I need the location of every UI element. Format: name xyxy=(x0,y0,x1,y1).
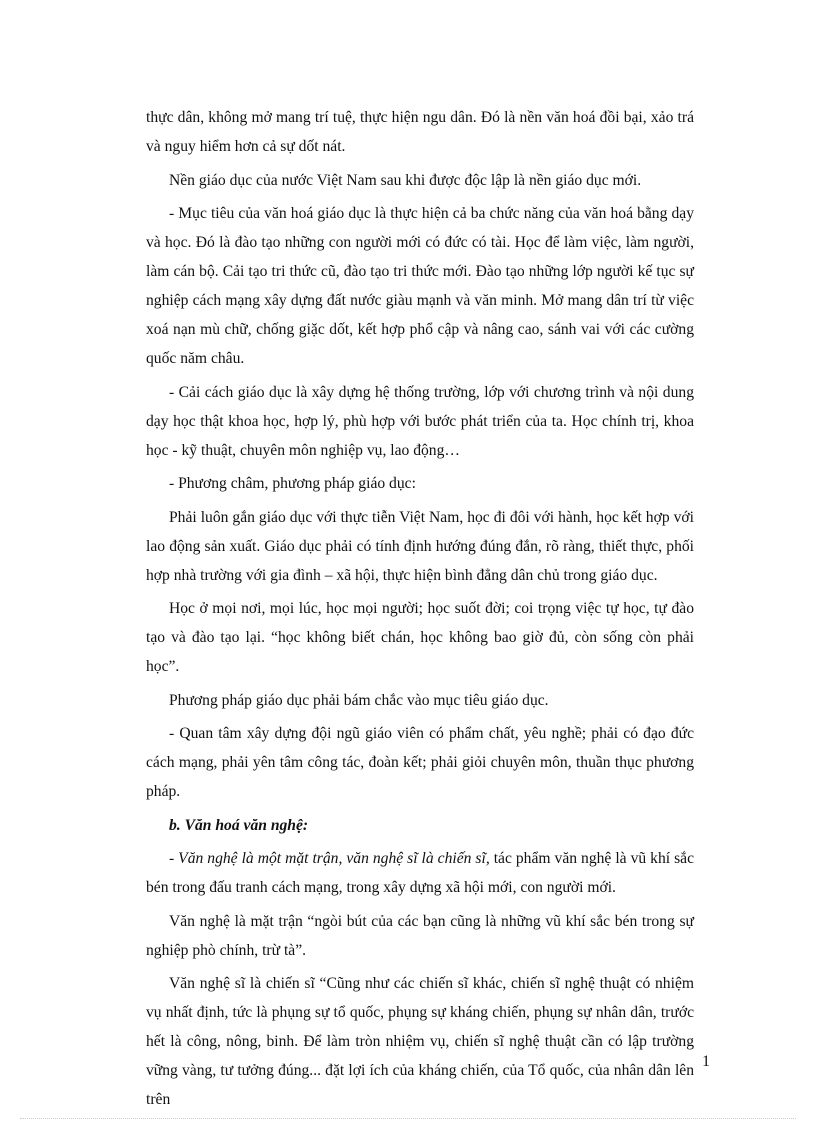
paragraph-continued: thực dân, không mở mang trí tuệ, thực hiện ngu dân. Đó là nền văn hoá đồi bại, xảo trá và nguy hiểm hơn cả sự dốt nát. xyxy=(146,109,694,155)
document-body xyxy=(146,103,694,1119)
paragraph: Văn nghệ sĩ là chiến sĩ “Cũng như các chiến sĩ khác, chiến sĩ nghệ thuật có nhiệm vụ nhất định, tức là phụng sự tổ quốc, phụng sự kháng chiến, phụng sự nhân dân, trước hết là công, nông, binh. Để làm tròn nhiệm vụ, chiến sĩ nghệ thuật cần có lập trường vững vàng, tư tưởng đúng... đặt lợi ích của kháng chiến, của Tổ quốc, của nhân dân lên trên xyxy=(146,975,694,1108)
italic-lead-text: - Văn nghệ là một mặt trận, văn nghệ sĩ là chiến sĩ, xyxy=(169,850,490,867)
paragraph: Phương pháp giáo dục phải bám chắc vào mục tiêu giáo dục. xyxy=(169,691,549,709)
paragraph: - Mục tiêu của văn hoá giáo dục là thực hiện cả ba chức năng của văn hoá bằng dạy và học. Đó là đào tạo những con người mới có đức có tài. Học để làm việc, làm người, làm cán bộ. Cải tạo tri thức cũ, đào tạo tri thức mới. Đào tạo những lớp người kế tục sự nghiệp cách mạng xây dựng đất nước giàu mạnh và văn minh. Mở mang dân trí từ việc xoá nạn mù chữ, chống giặc dốt, kết hợp phổ cập và nâng cao, sánh vai với các cường quốc năm châu. xyxy=(146,205,694,367)
paragraph: - Phương châm, phương pháp giáo dục: xyxy=(169,475,416,492)
paragraph: - Cải cách giáo dục là xây dựng hệ thống trường, lớp với chương trình và nội dung dạy học thật khoa học, hợp lý, phù hợp với bước phát triển của ta. Học chính trị, khoa học - kỹ thuật, chuyên môn nghiệp vụ, lao động… xyxy=(146,383,694,459)
paragraph: Phải luôn gắn giáo dục với thực tiễn Việt Nam, học đi đôi với hành, học kết hợp với lao động sản xuất. Giáo dục phải có tính định hướng đúng đắn, rõ ràng, thiết thực, phối hợp nhà trường với gia đình – xã hội, thực hiện bình đẳng dân chủ trong giáo dục. xyxy=(146,508,694,584)
paragraph xyxy=(146,844,694,902)
section-heading: b. Văn hoá văn nghệ: xyxy=(169,816,309,834)
paragraph: Văn nghệ là mặt trận “ngòi bút của các bạn cũng là những vũ khí sắc bén trong sự nghiệp phò chính, trừ tà”. xyxy=(146,912,694,959)
page-bottom-border xyxy=(20,1118,796,1119)
page-number: 1 xyxy=(702,1053,710,1070)
paragraph: - Quan tâm xây dựng đội ngũ giáo viên có phẩm chất, yêu nghề; phải có đạo đức cách mạng, phải yên tâm công tác, đoàn kết; phải giỏi chuyên môn, thuần thục phương pháp. xyxy=(146,725,694,800)
paragraph-text: tác phẩm văn nghệ là vũ khí sắc bén trong đấu tranh cách mạng, trong xây dựng xã hội mới, con người mới. xyxy=(146,850,694,896)
paragraph: Nền giáo dục của nước Việt Nam sau khi được độc lập là nền giáo dục mới. xyxy=(169,171,642,189)
paragraph: Học ở mọi nơi, mọi lúc, học mọi người; học suốt đời; coi trọng việc tự học, tự đào tạo và đào tạo lại. “học không biết chán, học không bao giờ đủ, còn sống còn phải học”. xyxy=(146,600,694,675)
